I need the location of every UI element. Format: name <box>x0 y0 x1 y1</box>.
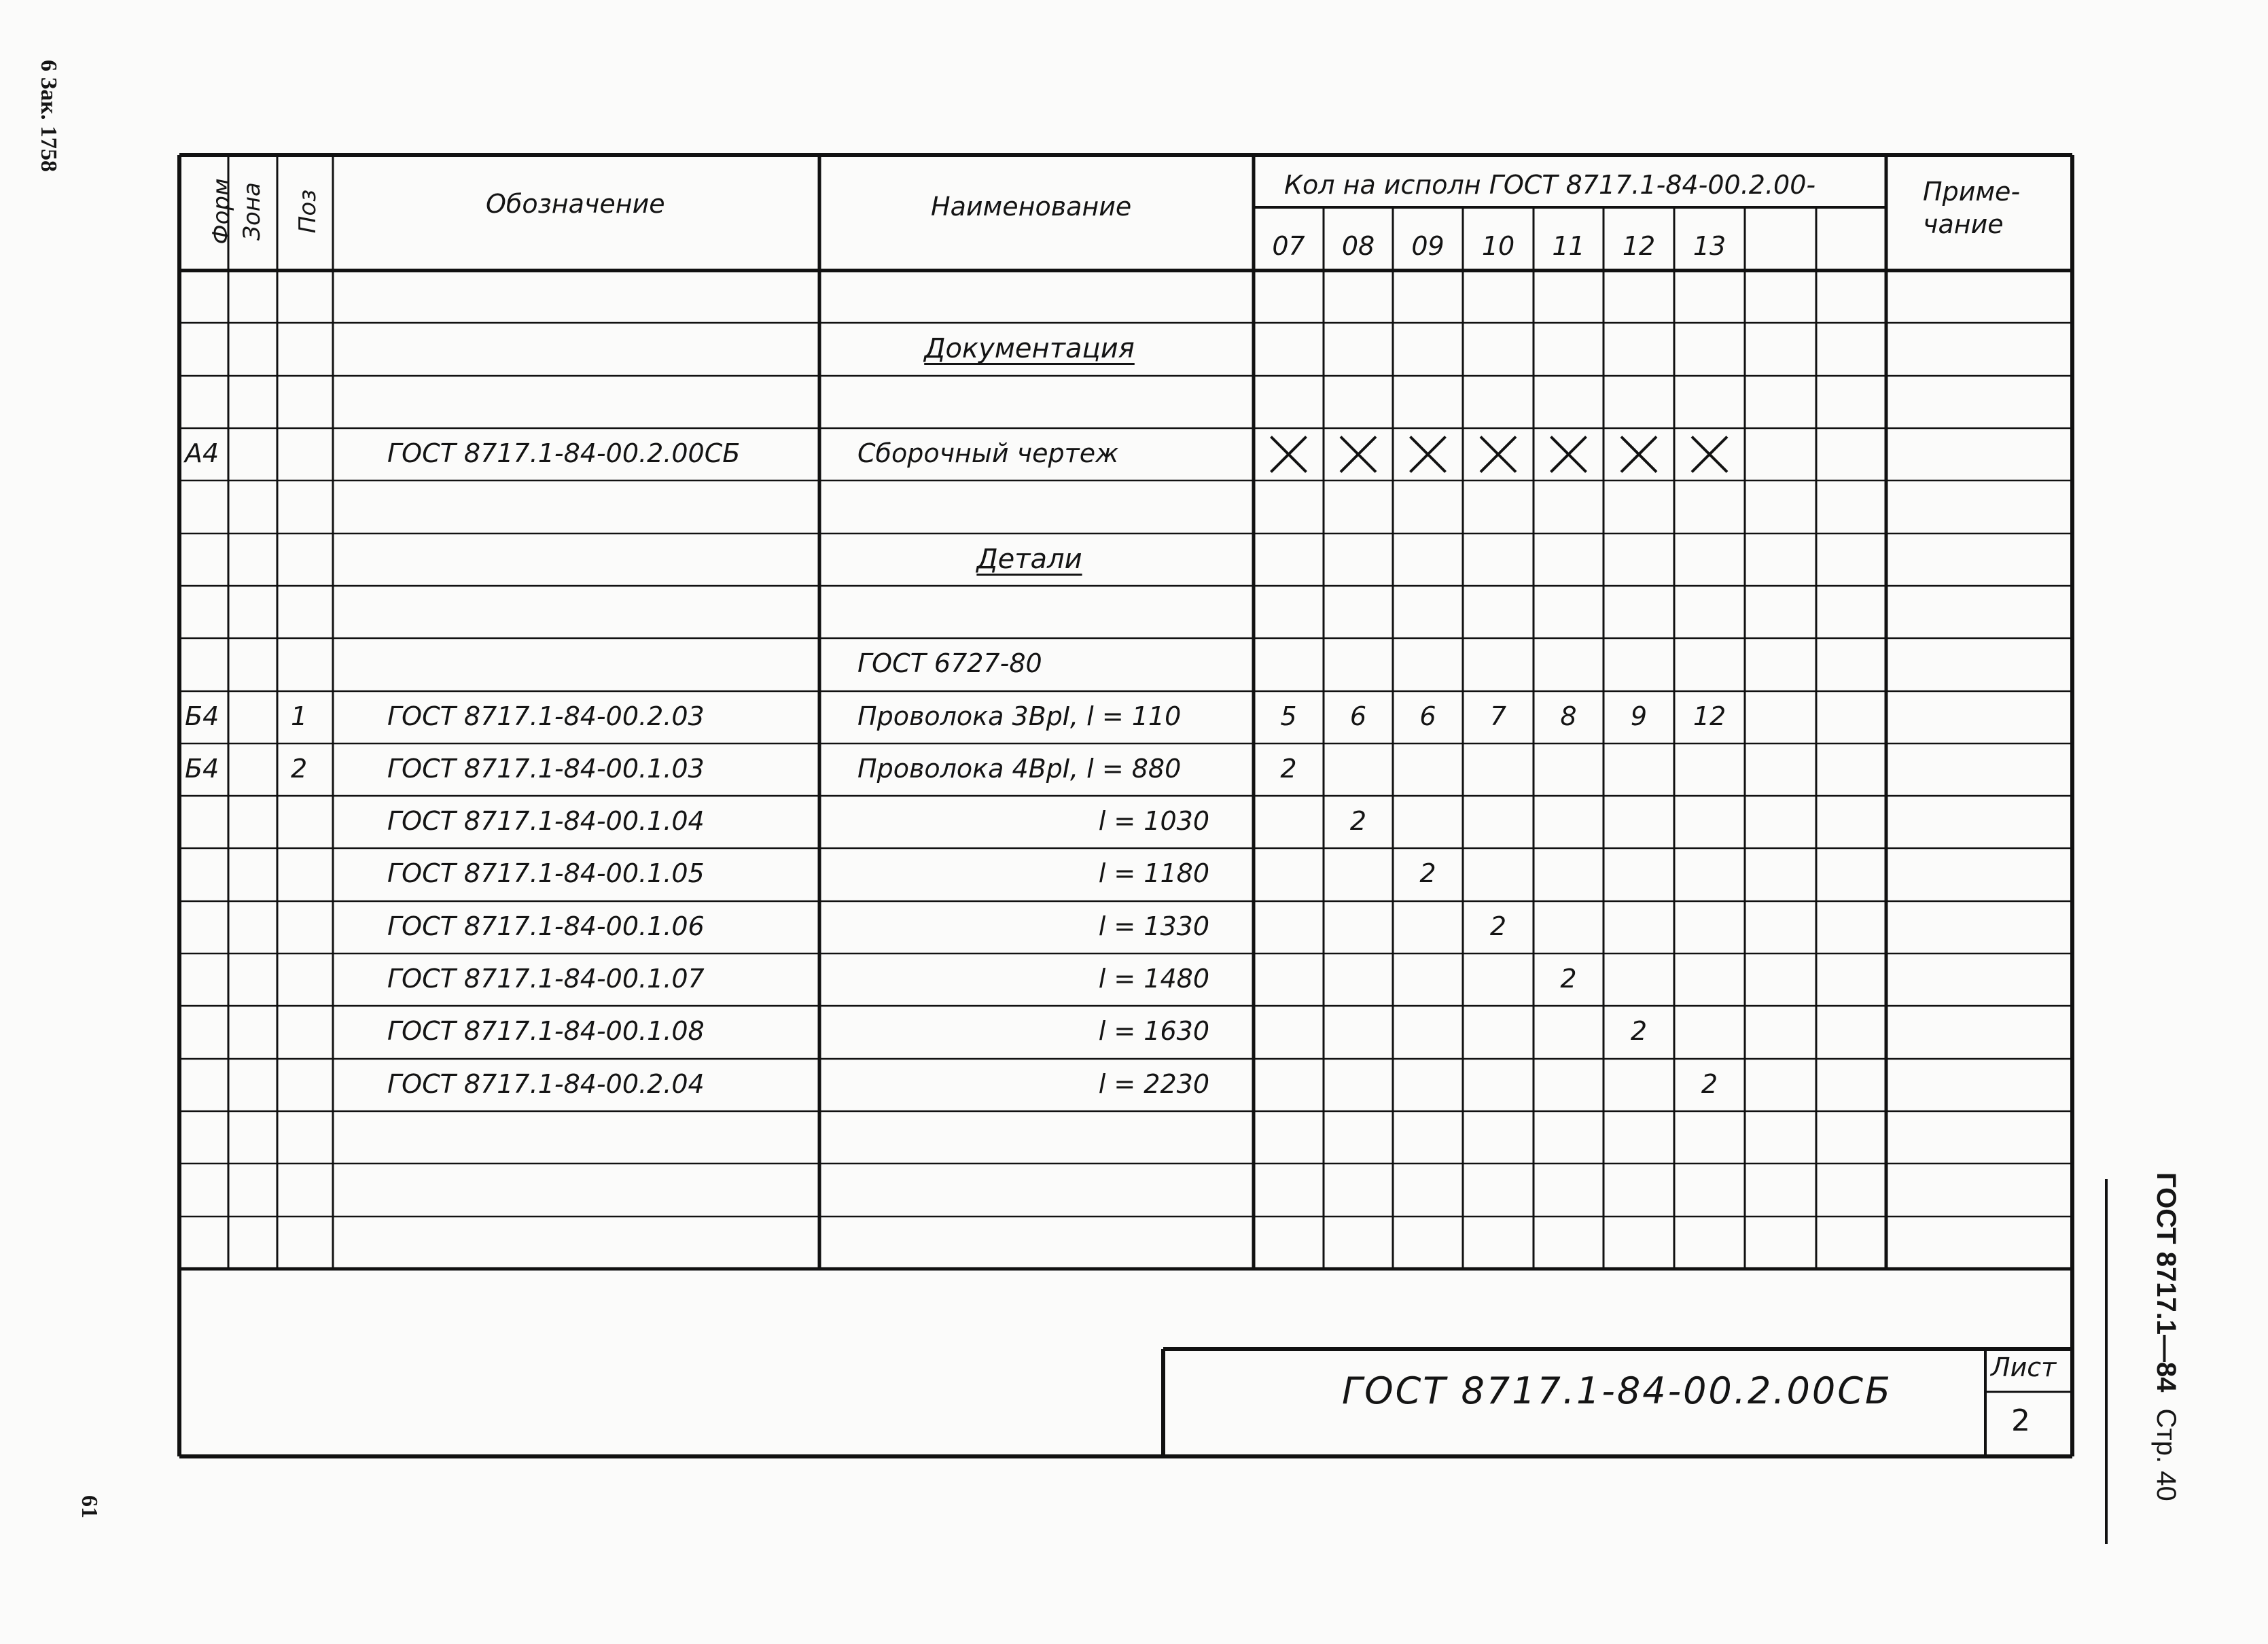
row-length: l = 1630 <box>1098 1016 1209 1046</box>
row-format: Б4 <box>185 753 219 784</box>
row-designation: ГОСТ 8717.1-84-00.2.04 <box>387 1068 705 1099</box>
header-name: Наименование <box>931 192 1132 222</box>
row-section: Документация <box>924 333 1135 364</box>
row-length: l = 1030 <box>1098 805 1209 836</box>
quantity-value: 2 <box>1489 911 1507 941</box>
included-cross-mark <box>1692 437 1727 472</box>
row-format: А4 <box>185 438 219 468</box>
quantity-value: 9 <box>1630 701 1648 731</box>
page-label: Стр. 40 <box>2151 1408 2181 1501</box>
header-note: Приме- чание <box>1923 177 2021 239</box>
included-cross-mark <box>1481 437 1516 472</box>
included-cross-mark <box>1271 437 1307 472</box>
included-cross-mark <box>1341 437 1376 472</box>
row-designation: ГОСТ 8717.1-84-00.1.06 <box>387 911 705 941</box>
row-format: Б4 <box>185 701 219 731</box>
row-length: l = 1330 <box>1098 911 1209 941</box>
row-designation: ГОСТ 8717.1-84-00.2.00СБ <box>387 438 741 468</box>
row-length: l = 2230 <box>1098 1068 1209 1099</box>
quantity-value: 2 <box>1560 963 1577 994</box>
included-cross-mark <box>1411 437 1446 472</box>
header-quantity-title: Кол на исполн ГОСТ 8717.1-84-00.2.00- <box>1284 170 1816 200</box>
row-designation: ГОСТ 8717.1-84-00.1.05 <box>387 858 705 888</box>
sheet-label: Лист <box>1991 1352 2057 1382</box>
quantity-value: 5 <box>1280 701 1297 731</box>
row-length: l = 1480 <box>1098 963 1209 994</box>
quantity-value: 8 <box>1560 701 1577 731</box>
row-designation: ГОСТ 8717.1-84-00.1.03 <box>387 753 705 784</box>
row-designation: ГОСТ 8717.1-84-00.1.08 <box>387 1016 705 1046</box>
quantity-value: 2 <box>1630 1016 1648 1046</box>
quantity-value: 2 <box>1701 1068 1718 1099</box>
row-designation: ГОСТ 8717.1-84-00.2.03 <box>387 701 705 731</box>
header-format: Форм <box>208 178 235 245</box>
row-length: l = 1180 <box>1098 858 1209 888</box>
standard-designation: ГОСТ 8717.1—84 <box>2151 1172 2181 1393</box>
row-position: 1 <box>291 701 308 731</box>
row-name: ГОСТ 6727-80 <box>857 648 1042 678</box>
quantity-value: 2 <box>1419 858 1436 888</box>
row-name: Проволока 4ВрI, l = 880 <box>857 753 1182 784</box>
page-number-margin: 61 <box>77 1495 102 1518</box>
order-number-margin: 6 Зак. 1758 <box>36 60 61 173</box>
variant-header-07: 07 <box>1272 231 1305 261</box>
variant-header-11: 11 <box>1552 231 1585 261</box>
quantity-value: 2 <box>1349 805 1367 836</box>
row-name: Проволока 3ВрI, l = 110 <box>857 701 1182 731</box>
title-block-document: ГОСТ 8717.1-84-00.2.00СБ <box>1342 1369 1892 1412</box>
variant-header-12: 12 <box>1622 231 1656 261</box>
header-zone: Зона <box>238 182 266 241</box>
variant-header-08: 08 <box>1341 231 1375 261</box>
quantity-value: 7 <box>1489 701 1507 731</box>
header-position: Поз <box>294 189 321 234</box>
header-designation: Обозначение <box>486 189 665 219</box>
sheet-number: 2 <box>2011 1403 2030 1438</box>
quantity-value: 6 <box>1419 701 1436 731</box>
included-cross-mark <box>1551 437 1587 472</box>
row-designation: ГОСТ 8717.1-84-00.1.04 <box>387 805 705 836</box>
row-name: Сборочный чертеж <box>857 438 1119 468</box>
variant-header-10: 10 <box>1481 231 1515 261</box>
row-section: Детали <box>976 543 1082 575</box>
row-designation: ГОСТ 8717.1-84-00.1.07 <box>387 963 705 994</box>
variant-header-09: 09 <box>1411 231 1445 261</box>
row-position: 2 <box>291 753 308 784</box>
quantity-value: 6 <box>1349 701 1367 731</box>
quantity-value: 12 <box>1693 701 1726 731</box>
included-cross-mark <box>1621 437 1656 472</box>
quantity-value: 2 <box>1280 753 1297 784</box>
variant-header-13: 13 <box>1693 231 1726 261</box>
